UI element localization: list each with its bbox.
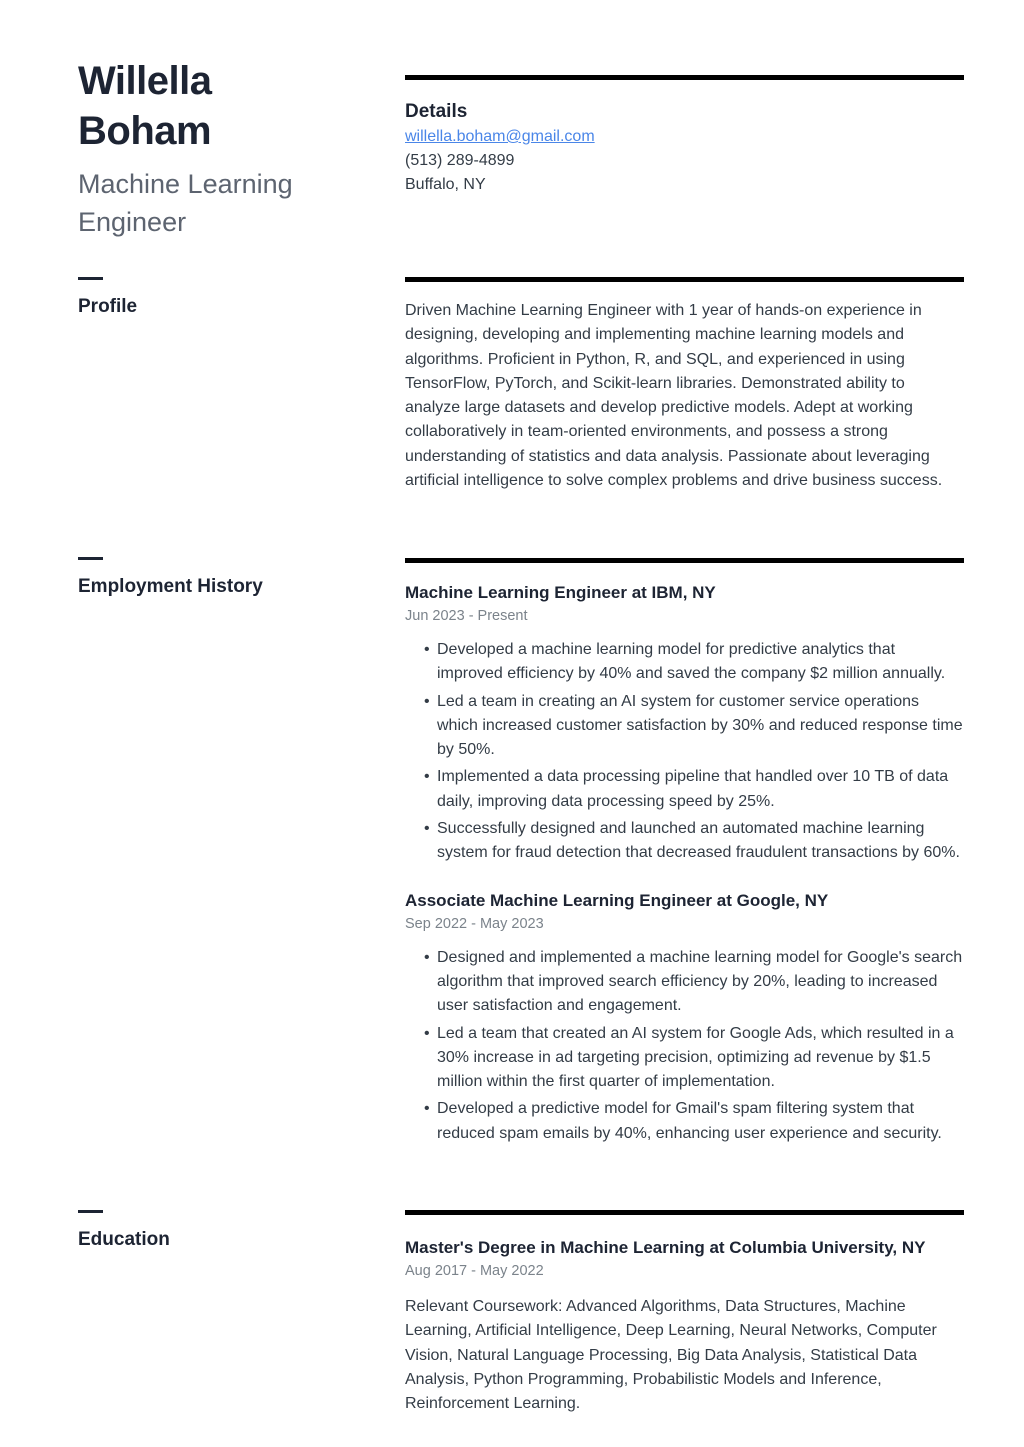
job-bullet: • Developed a machine learning model for predictive analytics that improved efficiency by 40% and saved the company $2 million annually.	[405, 638, 964, 687]
education-entry	[405, 1235, 964, 1416]
degree-title: Master's Degree in Machine Learning at Columbia University, NY	[405, 1238, 926, 1257]
employment-history-section	[405, 558, 964, 1149]
header-name-block	[78, 56, 328, 241]
profile-summary: Driven Machine Learning Engineer with 1 year of hands-on experience in designing, developing and implementing machine learning models and algorithms. Proficient in Python, R, and SQL, and experienced in using TensorFlow, PyTorch, and Scikit-learn libraries. Demonstrated ability to analyze large datasets and develop predictive models. Adept at working collaboratively in team-oriented environments, and possess a strong understanding of statistics and data analysis. Passionate about leveraging artificial intelligence to solve complex problems and drive business success.	[405, 302, 943, 490]
section-dash	[78, 277, 103, 280]
phone-number: (513) 289-4899	[405, 152, 515, 169]
email-link[interactable]: willella.boham@gmail.com	[405, 128, 595, 145]
job-bullet: • Developed a predictive model for Gmail's spam filtering system that reduced spam emails by 40%, enhancing user experience and security.	[405, 1097, 964, 1146]
job-title: Machine Learning Engineer at IBM, NY	[405, 583, 716, 602]
sidebar-section-education	[78, 1210, 378, 1253]
section-dash	[78, 557, 103, 560]
job-dates: Sep 2022 - May 2023	[405, 915, 544, 932]
section-divider	[405, 1210, 964, 1215]
details-section	[405, 75, 964, 197]
job-title: Associate Machine Learning Engineer at Google, NY	[405, 890, 829, 910]
candidate-job-title: Machine Learning Engineer	[78, 169, 293, 237]
job-bullet: • Led a team that created an AI system for Google Ads, which resulted in a 30% increase in ad targeting precision, optimizing ad revenue by $1.5 million within the first quarter of implementation.	[405, 1022, 964, 1095]
section-divider	[405, 558, 964, 563]
degree-dates: Aug 2017 - May 2022	[405, 1263, 544, 1279]
details-heading: Details	[405, 101, 468, 122]
coursework-paragraph: Relevant Coursework: Advanced Algorithms, Data Structures, Machine Learning, Artificial Intelligence, Deep Learning, Neural Networks, Computer Vision, Natural Language Processing, Big Data Analysis, Statistical Data Analysis, Python Programming, Probabilistic Models and Inference, Reinforcement Learning.	[405, 1298, 937, 1413]
section-dash	[78, 1210, 103, 1213]
sidebar-label-profile: Profile	[78, 296, 138, 317]
candidate-name: Willella Boham	[78, 59, 212, 153]
job-dates: Jun 2023 - Present	[405, 608, 528, 624]
education-section	[405, 1210, 964, 1416]
job-bullet: • Led a team in creating an AI system for customer service operations which increased customer satisfaction by 30% and reduced response time by 50%.	[405, 690, 964, 763]
sidebar-section-profile	[78, 277, 378, 320]
job-bullet: • Implemented a data processing pipeline that handled over 10 TB of data daily, improving data processing speed by 25%.	[405, 765, 964, 814]
section-divider	[405, 75, 964, 80]
location: Buffalo, NY	[405, 176, 486, 193]
sidebar-section-employment-history	[78, 557, 378, 600]
job-entry	[405, 580, 964, 866]
section-divider	[405, 277, 964, 282]
job-bullet: • Designed and implemented a machine learning model for Google's search algorithm that improved search efficiency by 20%, leading to increased user satisfaction and engagement.	[405, 946, 964, 1019]
sidebar-label-employment-history: Employment History	[78, 576, 263, 597]
details-email-row	[405, 125, 964, 149]
sidebar-label-education: Education	[78, 1229, 170, 1250]
job-entry	[405, 888, 964, 1146]
profile-section	[405, 277, 964, 493]
job-bullet: • Successfully designed and launched an automated machine learning system for fraud detection that decreased fraudulent transactions by 60%.	[405, 817, 964, 866]
job-bullet-list	[405, 638, 964, 866]
job-bullet-list	[405, 946, 964, 1146]
